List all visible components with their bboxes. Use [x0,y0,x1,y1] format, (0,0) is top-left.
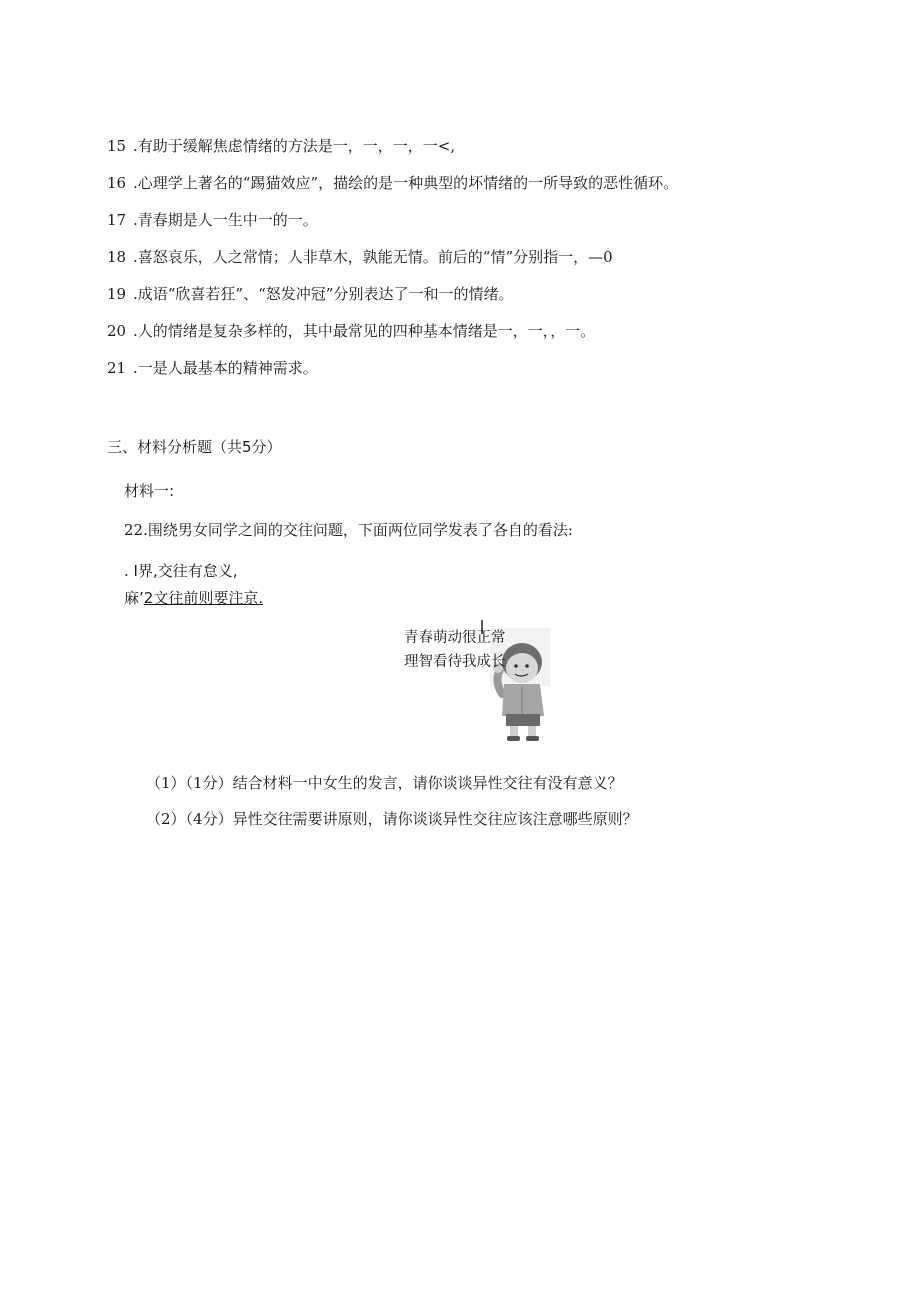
question-text: .成语“欣喜若狂”、“怒发冲冠”分别表达了一和一的情绪。 [133,285,514,303]
question-17 [107,210,318,230]
question-number: 17 [107,211,127,229]
question-text: .有助于缓解焦虑情绪的方法是一，一，一，一<, [133,137,456,155]
material-label: 材料一: [124,482,175,500]
question-text: .心理学上著名的“踢猫效应”，描绘的是一种典型的坏情绪的一所导致的恶性循环。 [133,174,679,192]
speech-bubble-line-1: 青春萌动很正常 [404,630,506,646]
question-number: 15 [107,137,127,155]
section-title: 三、材料分析题（共5分） [107,438,282,456]
opinion-line-a: . I界,交往有怠义, [124,562,238,580]
question-number: 20 [107,322,127,340]
question-number: 19 [107,285,127,303]
question-number: 21 [107,359,127,377]
question-18 [107,247,613,267]
opinion-line-b [124,587,263,608]
question-text: .人的情绪是复杂多样的，其中最常见的四种基本情绪是一，一，，一。 [133,322,596,340]
question-21 [107,358,318,378]
question-16 [107,173,678,193]
question-number: 18 [107,248,127,266]
sub-question-1: （1）（1分）结合材料一中女生的发言，请你谈谈异性交往有没有意义？ [146,774,623,792]
speech-bubble-line-2: 理智看待我成长 [404,654,506,670]
sub-question-2: （2）（4分）异性交往需要讲原则，请你谈谈异性交往应该注意哪些原则？ [146,810,638,828]
question-text: .喜怒哀乐，人之常情；人非草木，孰能无情。前后的“情”分别指一，—0 [133,248,613,266]
opinion-line-b-underlined: 2文往前则要注京. [143,589,264,607]
question-19 [107,284,513,304]
question-22-stem: 22.围绕男女同学之间的交往问题，下面两位同学发表了各自的看法: [124,521,573,539]
question-20 [107,321,595,341]
opinion-line-b-prefix: 麻’ [124,589,144,607]
question-number: 16 [107,174,127,192]
question-15 [107,136,455,156]
question-text: .一是人最基本的精神需求。 [133,359,318,377]
question-text: .青春期是人一生中一的一。 [133,211,318,229]
